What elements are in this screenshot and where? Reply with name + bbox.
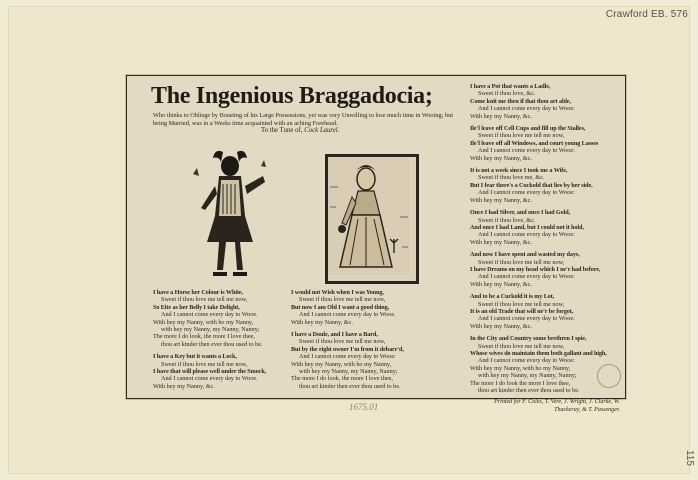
column-left — [153, 289, 285, 395]
chorus-line: thou art kinder then ever thou used to be. — [161, 340, 263, 348]
verse-line: And I cannot come every day to Wooe: — [478, 315, 575, 323]
chorus-line: The more I do look, the more I love thee, — [291, 375, 393, 383]
library-stamp — [597, 364, 621, 388]
verse-10 — [470, 293, 620, 330]
verse-line: Sweet if thou love me tell me now, — [478, 132, 565, 140]
verse-line: Sweet if thou love me, &c. — [478, 174, 545, 182]
verse-line: And I cannot come every day to Wooe: — [478, 147, 575, 155]
chorus-line: With hey my Nanny, &c. — [470, 280, 532, 288]
verse-line: And I cannot come every day to Wooe: — [478, 231, 575, 239]
verse-line: I have a Horse her Colour is White, — [153, 289, 244, 296]
chorus-line: with hey my Nanny, my Nanny, Nanny; — [299, 368, 398, 376]
verse-line: Sweet if thou love me tell me now, — [478, 342, 565, 350]
verse-6 — [470, 125, 620, 162]
verse-line: I have a Pot that wants a Ladle, — [470, 83, 551, 90]
verse-line: I have a Key but it wants a Lock, — [153, 353, 237, 361]
tune-line — [261, 127, 401, 134]
side-number: 115 — [684, 450, 695, 466]
verse-11 — [470, 335, 620, 394]
verse-3 — [291, 289, 431, 326]
verse-line: Come knit me then if that thou art able, — [470, 97, 572, 105]
ballad-subtitle: Who thinks to Obliege by Boasting of his Large Possessions, yet was very Unwilling to lose much time in Wooing; but being Married, was in a Weeks time acquainted with an aching Forehead. — [153, 112, 453, 127]
column-middle — [291, 289, 431, 395]
chorus-line: thou art kinder then ever thou used to be. — [299, 382, 401, 390]
tune-prefix: To the Tune of, — [261, 127, 303, 134]
verse-line: Ile'l leave off Cell Cups and fill up the Stalles, — [470, 125, 586, 133]
verse-line: Ile'l leave off all Windows, and court young Lasses — [470, 139, 599, 147]
chorus-line: thou art kinder then ever thou used to be. — [478, 387, 580, 395]
verse-line: Sweet if thou love me tell me now, — [299, 296, 386, 304]
verse-2 — [153, 353, 285, 390]
lady-woodcut-image — [328, 157, 410, 275]
verse-line: And I cannot come every day to Wooe: — [478, 357, 575, 365]
chorus-line: With hey my Nanny, &c. — [470, 196, 532, 204]
verse-line: I would not Wish when I was Young, — [291, 289, 384, 296]
verse-line: I have a Doule, and I have a Bard, — [291, 331, 378, 339]
verse-line: But I fear there's a Cuckold that lies by her side, — [470, 181, 593, 189]
printer-imprint: Printed for F. Coles, T. Vere, J. Wright, J. Clarke, W. Thackeray, & T. Passenger. — [494, 399, 620, 413]
verse-line: Sweet if thou love me tell me now, — [161, 296, 248, 304]
verse-line: So Eite as her Belly I take Delight, — [153, 303, 240, 311]
shelfmark-annotation: Crawford EB. 576 — [605, 9, 688, 20]
chorus-line: With hey my Nanny, &c. — [291, 318, 353, 326]
verse-9 — [470, 251, 620, 288]
verse-line: And I cannot come every day to Wooe. — [161, 311, 258, 319]
verse-1 — [153, 289, 285, 348]
chorus-line: With hey my Nanny, with ho my Nanny, — [153, 318, 254, 326]
chorus-line: The more I do look the more I love thee, — [470, 379, 571, 387]
verse-4 — [291, 331, 431, 390]
verse-line: And I cannot come every day to Wooe: — [478, 273, 575, 281]
verse-line: In the City and Country some brethren I spie, — [470, 335, 587, 343]
chorus-line: With hey my Nanny, &c. — [153, 382, 215, 390]
verse-line: And once I had Land, but I could not it hold, — [470, 223, 584, 231]
chorus-line: With hey my Nanny, &c. — [470, 112, 532, 120]
verse-line: Whose wives do maintain them both gallant and high, — [470, 350, 607, 357]
verse-line: And to be a Cuckold it is my Lot, — [470, 293, 555, 301]
verse-line: It is an old Trade that will ne'r be forgot, — [470, 307, 574, 315]
verse-line: Sweet if thou love, &c. — [478, 90, 536, 98]
verse-line: And I cannot come every day to Wooe: — [478, 189, 575, 197]
verse-line: Sweet if thou love, &c. — [478, 216, 536, 224]
verse-line: Sweet if thou love me tell me now, — [161, 360, 248, 368]
verse-line: And I cannot come every day to Wooe. — [299, 311, 396, 319]
lady-woodcut-frame — [325, 154, 419, 284]
verse-line: And I cannot come every day to Wooe. — [161, 375, 258, 383]
chorus-line: with hey my Nanny, my Nanny, Nanny; — [478, 372, 577, 380]
chorus-line: With hey my Nanny, with ho my Nanny, — [470, 364, 571, 372]
verse-8 — [470, 209, 620, 246]
verse-line: Sweet if thou love me tell me now, — [478, 300, 565, 308]
verse-line: Sweet if thou love me tell me now, — [299, 338, 386, 346]
pencil-note: 1675.01 — [349, 402, 379, 412]
chorus-line: With hey my Nanny, with ho my Nanny, — [291, 360, 392, 368]
devil-woodcut-image — [179, 146, 275, 280]
tune-name: Cock Laurel. — [304, 127, 340, 134]
verse-line: I have Dreams on my head which I ne'r had before, — [470, 265, 601, 273]
verse-line: Sweet if thou love me tell me now, — [478, 258, 565, 266]
verse-line: But by the right owner I'm from it debarr'd, — [291, 345, 404, 353]
verse-line: I have that will please well under the Smock, — [153, 368, 267, 376]
chorus-line: The more I do look, the more I love thee, — [153, 333, 255, 341]
verse-5 — [470, 83, 620, 120]
verse-line: And I cannot come every day to Wooe: — [478, 105, 575, 113]
verse-line: Once I had Silver, and once I had Gold, — [470, 209, 571, 217]
column-right — [470, 83, 620, 414]
verse-line: But now I am Old I want a good thing, — [291, 303, 390, 311]
ballad-title: The Ingenious Braggadocia; — [151, 83, 433, 109]
verse-line: And now I have spent and wasted my days, — [470, 251, 580, 259]
verse-line: And I cannot come every day to Wooe: — [299, 353, 396, 361]
chorus-line: with hey my Nanny, my Nanny, Nanny; — [161, 326, 260, 334]
chorus-line: With hey my Nanny, &c. — [470, 322, 532, 330]
chorus-line: With hey my Nanny, &c. — [470, 238, 532, 246]
verse-line: It is not a week since I took me a Wife, — [470, 167, 568, 175]
chorus-line: With hey my Nanny, &c. — [470, 154, 532, 162]
verse-7 — [470, 167, 620, 204]
